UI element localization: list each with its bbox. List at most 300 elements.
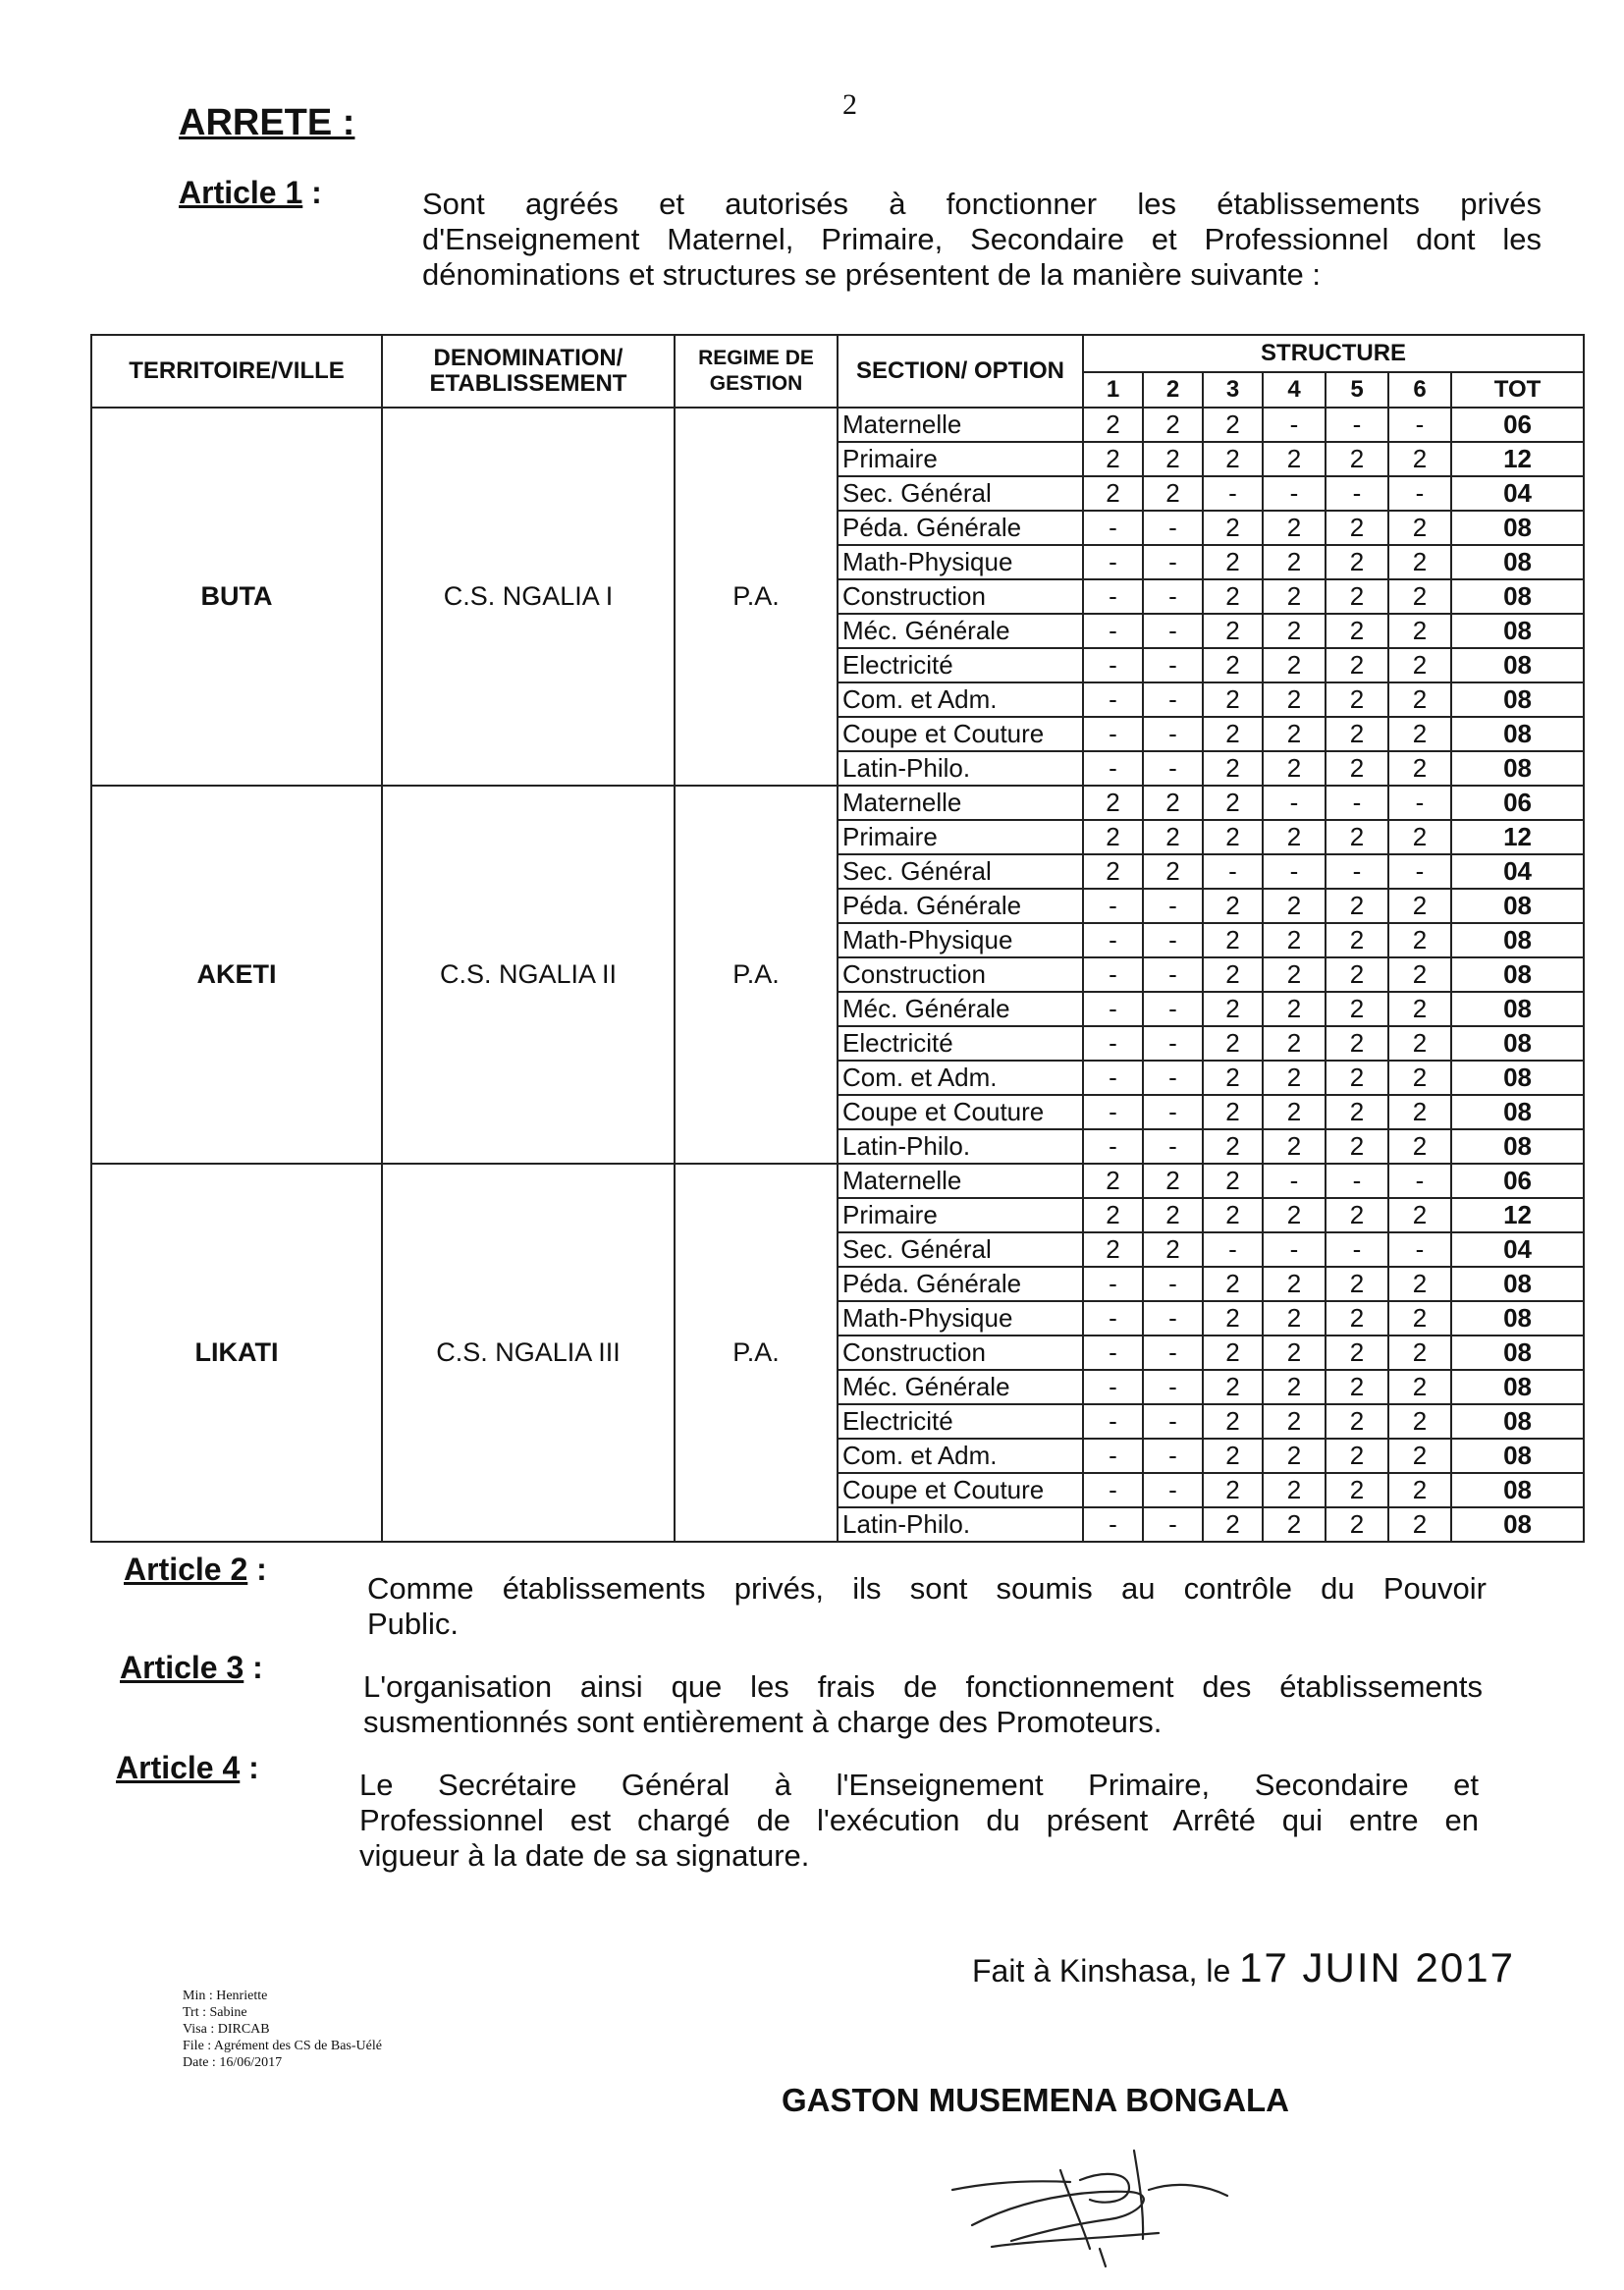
structure-cell-1: - [1083, 957, 1143, 992]
structure-cell-4: 2 [1263, 511, 1326, 545]
structure-cell-3: 2 [1203, 1164, 1263, 1198]
handwritten-signature [933, 2131, 1267, 2278]
section-cell: Sec. Général [838, 854, 1083, 889]
structure-cell-4: 2 [1263, 1095, 1326, 1129]
structure-cell-5: 2 [1326, 1336, 1388, 1370]
total-cell: 08 [1451, 614, 1584, 648]
section-cell: Com. et Adm. [838, 1061, 1083, 1095]
structure-cell-2: - [1143, 1404, 1203, 1439]
structure-cell-2: - [1143, 1267, 1203, 1301]
total-cell: 08 [1451, 1095, 1584, 1129]
article-2-line: Comme établissements privés, ils sont soumis au contrôle du Pouvoir [367, 1571, 1487, 1606]
header-col-6: 6 [1388, 372, 1451, 408]
structure-cell-2: - [1143, 1473, 1203, 1507]
structure-cell-2: - [1143, 1129, 1203, 1164]
structure-cell-1: - [1083, 923, 1143, 957]
section-cell: Primaire [838, 820, 1083, 854]
section-cell: Méc. Générale [838, 1370, 1083, 1404]
section-cell: Latin-Philo. [838, 751, 1083, 786]
structure-cell-1: 2 [1083, 476, 1143, 511]
article-1-line: d'Enseignement Maternel, Primaire, Secondaire et Professionnel dont les [422, 222, 1542, 256]
structure-cell-4: - [1263, 854, 1326, 889]
structure-cell-2: 2 [1143, 1198, 1203, 1232]
header-territoire: TERRITOIRE/VILLE [91, 335, 382, 408]
structure-cell-3: 2 [1203, 992, 1263, 1026]
structure-cell-6: 2 [1388, 1061, 1451, 1095]
structure-cell-6: 2 [1388, 1026, 1451, 1061]
structure-cell-5: 2 [1326, 1473, 1388, 1507]
structure-cell-4: 2 [1263, 1061, 1326, 1095]
structure-cell-2: - [1143, 1507, 1203, 1542]
structure-cell-1: - [1083, 682, 1143, 717]
structure-cell-6: - [1388, 1232, 1451, 1267]
structure-cell-3: 2 [1203, 545, 1263, 579]
structure-cell-4: - [1263, 1164, 1326, 1198]
etablissement-cell: C.S. NGALIA II [382, 786, 675, 1164]
etablissement-cell: C.S. NGALIA I [382, 408, 675, 786]
section-cell: Math-Physique [838, 923, 1083, 957]
section-cell: Com. et Adm. [838, 682, 1083, 717]
regime-cell: P.A. [675, 786, 838, 1164]
section-cell: Construction [838, 579, 1083, 614]
signatory-name: GASTON MUSEMENA BONGALA [782, 2082, 1290, 2118]
section-cell: Méc. Générale [838, 614, 1083, 648]
section-cell: Latin-Philo. [838, 1507, 1083, 1542]
structure-cell-3: 2 [1203, 1301, 1263, 1336]
structure-cell-5: - [1326, 1164, 1388, 1198]
structure-cell-6: 2 [1388, 545, 1451, 579]
structure-cell-2: - [1143, 1095, 1203, 1129]
section-cell: Maternelle [838, 786, 1083, 820]
structure-cell-3: 2 [1203, 648, 1263, 682]
article-2-label-text: Article 2 [124, 1552, 248, 1587]
structure-cell-3: 2 [1203, 1370, 1263, 1404]
article-2-text [367, 1571, 1487, 1642]
structure-cell-1: 2 [1083, 442, 1143, 476]
section-cell: Latin-Philo. [838, 1129, 1083, 1164]
structure-cell-2: - [1143, 992, 1203, 1026]
structure-cell-6: 2 [1388, 992, 1451, 1026]
article-1-line: dénominations et structures se présentent de la manière suivante : [422, 257, 1322, 292]
structure-cell-6: 2 [1388, 1439, 1451, 1473]
structure-cell-2: - [1143, 648, 1203, 682]
table-row [91, 1164, 1584, 1198]
structure-cell-5: 2 [1326, 545, 1388, 579]
structure-cell-4: - [1263, 1232, 1326, 1267]
structure-cell-5: 2 [1326, 442, 1388, 476]
structure-cell-3: 2 [1203, 614, 1263, 648]
total-cell: 06 [1451, 1164, 1584, 1198]
structure-cell-3: 2 [1203, 786, 1263, 820]
total-cell: 08 [1451, 1404, 1584, 1439]
article-3-line: susmentionnés sont entièrement à charge des Promoteurs. [363, 1705, 1163, 1739]
table-row [91, 786, 1584, 820]
structure-cell-1: - [1083, 1404, 1143, 1439]
structure-cell-5: 2 [1326, 957, 1388, 992]
section-cell: Sec. Général [838, 476, 1083, 511]
total-cell: 08 [1451, 648, 1584, 682]
structure-cell-6: 2 [1388, 1198, 1451, 1232]
structure-cell-5: 2 [1326, 1129, 1388, 1164]
structure-cell-5: - [1326, 408, 1388, 442]
section-cell: Maternelle [838, 408, 1083, 442]
section-cell: Math-Physique [838, 545, 1083, 579]
structure-cell-1: - [1083, 751, 1143, 786]
structure-cell-4: 2 [1263, 923, 1326, 957]
total-cell: 08 [1451, 1336, 1584, 1370]
structure-cell-3: 2 [1203, 1026, 1263, 1061]
structure-cell-4: 2 [1263, 1336, 1326, 1370]
total-cell: 08 [1451, 579, 1584, 614]
structure-cell-1: - [1083, 1267, 1143, 1301]
structure-cell-1: - [1083, 889, 1143, 923]
structure-cell-6: 2 [1388, 1301, 1451, 1336]
structure-cell-6: 2 [1388, 923, 1451, 957]
structure-cell-1: - [1083, 992, 1143, 1026]
total-cell: 08 [1451, 1439, 1584, 1473]
structure-cell-3: 2 [1203, 717, 1263, 751]
structure-table [90, 334, 1585, 1543]
header-col-tot: TOT [1451, 372, 1584, 408]
total-cell: 08 [1451, 1370, 1584, 1404]
structure-cell-3: 2 [1203, 1336, 1263, 1370]
section-cell: Math-Physique [838, 1301, 1083, 1336]
structure-cell-3: 2 [1203, 1267, 1263, 1301]
structure-cell-2: 2 [1143, 820, 1203, 854]
structure-cell-6: 2 [1388, 614, 1451, 648]
section-cell: Péda. Générale [838, 889, 1083, 923]
structure-cell-5: 2 [1326, 1267, 1388, 1301]
structure-cell-6: 2 [1388, 717, 1451, 751]
structure-cell-4: 2 [1263, 820, 1326, 854]
structure-cell-2: - [1143, 957, 1203, 992]
structure-cell-1: - [1083, 1026, 1143, 1061]
header-col-5: 5 [1326, 372, 1388, 408]
structure-cell-4: 2 [1263, 682, 1326, 717]
structure-cell-3: 2 [1203, 1473, 1263, 1507]
structure-cell-3: 2 [1203, 1404, 1263, 1439]
structure-cell-6: 2 [1388, 1473, 1451, 1507]
structure-cell-3: 2 [1203, 957, 1263, 992]
structure-cell-6: 2 [1388, 682, 1451, 717]
structure-cell-1: - [1083, 1439, 1143, 1473]
section-cell: Primaire [838, 442, 1083, 476]
etablissement-cell: C.S. NGALIA III [382, 1164, 675, 1542]
header-structure: STRUCTURE [1083, 335, 1584, 372]
structure-cell-1: 2 [1083, 1232, 1143, 1267]
structure-cell-4: 2 [1263, 751, 1326, 786]
structure-cell-4: 2 [1263, 957, 1326, 992]
structure-cell-1: 2 [1083, 820, 1143, 854]
structure-cell-3: 2 [1203, 751, 1263, 786]
section-cell: Coupe et Couture [838, 1473, 1083, 1507]
structure-cell-1: - [1083, 1473, 1143, 1507]
structure-cell-6: 2 [1388, 1370, 1451, 1404]
structure-cell-2: - [1143, 579, 1203, 614]
structure-cell-4: 2 [1263, 545, 1326, 579]
structure-cell-5: - [1326, 476, 1388, 511]
regime-cell: P.A. [675, 408, 838, 786]
structure-cell-2: - [1143, 751, 1203, 786]
header-col-4: 4 [1263, 372, 1326, 408]
total-cell: 08 [1451, 751, 1584, 786]
structure-cell-6: 2 [1388, 957, 1451, 992]
total-cell: 12 [1451, 442, 1584, 476]
structure-cell-6: - [1388, 476, 1451, 511]
structure-cell-4: 2 [1263, 1301, 1326, 1336]
structure-cell-5: 2 [1326, 1370, 1388, 1404]
structure-cell-5: 2 [1326, 889, 1388, 923]
initials-line: Min : Henriette [183, 1989, 268, 2003]
structure-cell-4: - [1263, 408, 1326, 442]
article-1-line: Sont agréés et autorisés à fonctionner les établissements privés [422, 187, 1542, 221]
article-2-label: Article 2 : [124, 1552, 267, 1587]
article-4-line: Le Secrétaire Général à l'Enseignement Primaire, Secondaire et [359, 1768, 1479, 1802]
structure-cell-6: - [1388, 786, 1451, 820]
section-cell: Maternelle [838, 1164, 1083, 1198]
structure-cell-6: 2 [1388, 1507, 1451, 1542]
regime-cell: P.A. [675, 1164, 838, 1542]
structure-cell-4: 2 [1263, 1507, 1326, 1542]
structure-cell-3: - [1203, 1232, 1263, 1267]
structure-cell-3: 2 [1203, 1439, 1263, 1473]
structure-cell-3: 2 [1203, 1061, 1263, 1095]
structure-cell-5: - [1326, 854, 1388, 889]
structure-cell-2: - [1143, 682, 1203, 717]
structure-cell-2: 2 [1143, 786, 1203, 820]
structure-cell-4: 2 [1263, 1370, 1326, 1404]
territoire-cell: BUTA [91, 408, 382, 786]
total-cell: 04 [1451, 476, 1584, 511]
structure-cell-6: 2 [1388, 1095, 1451, 1129]
article-3-label-text: Article 3 [120, 1650, 244, 1685]
structure-cell-1: - [1083, 545, 1143, 579]
structure-cell-5: 2 [1326, 682, 1388, 717]
structure-cell-3: 2 [1203, 820, 1263, 854]
structure-cell-6: - [1388, 1164, 1451, 1198]
section-cell: Primaire [838, 1198, 1083, 1232]
structure-cell-5: 2 [1326, 511, 1388, 545]
structure-cell-5: 2 [1326, 579, 1388, 614]
section-cell: Construction [838, 1336, 1083, 1370]
structure-cell-1: 2 [1083, 786, 1143, 820]
structure-cell-6: - [1388, 854, 1451, 889]
structure-cell-5: 2 [1326, 992, 1388, 1026]
section-cell: Méc. Générale [838, 992, 1083, 1026]
structure-cell-3: 2 [1203, 579, 1263, 614]
structure-cell-1: - [1083, 614, 1143, 648]
structure-table-body [91, 408, 1584, 1542]
section-cell: Coupe et Couture [838, 1095, 1083, 1129]
article-4-label-text: Article 4 [116, 1750, 241, 1785]
total-cell: 08 [1451, 1129, 1584, 1164]
total-cell: 04 [1451, 854, 1584, 889]
structure-cell-5: 2 [1326, 1061, 1388, 1095]
structure-cell-5: 2 [1326, 751, 1388, 786]
structure-cell-2: - [1143, 717, 1203, 751]
structure-cell-2: - [1143, 1439, 1203, 1473]
section-cell: Electricité [838, 648, 1083, 682]
section-cell: Péda. Générale [838, 511, 1083, 545]
structure-cell-1: - [1083, 1061, 1143, 1095]
structure-cell-5: 2 [1326, 1026, 1388, 1061]
total-cell: 08 [1451, 1026, 1584, 1061]
structure-cell-4: 2 [1263, 1026, 1326, 1061]
initials-line: Trt : Sabine [183, 2005, 247, 2020]
structure-cell-3: 2 [1203, 442, 1263, 476]
structure-cell-5: 2 [1326, 1507, 1388, 1542]
structure-cell-6: 2 [1388, 820, 1451, 854]
structure-cell-5: 2 [1326, 1301, 1388, 1336]
article-3-label: Article 3 : [120, 1650, 263, 1685]
structure-cell-4: 2 [1263, 992, 1326, 1026]
structure-cell-3: 2 [1203, 1129, 1263, 1164]
total-cell: 08 [1451, 957, 1584, 992]
structure-cell-4: 2 [1263, 1267, 1326, 1301]
structure-cell-1: - [1083, 1370, 1143, 1404]
structure-cell-2: - [1143, 545, 1203, 579]
arrete-heading: ARRETE : [179, 102, 355, 143]
structure-cell-1: - [1083, 1129, 1143, 1164]
section-cell: Com. et Adm. [838, 1439, 1083, 1473]
article-3-text [363, 1669, 1483, 1740]
total-cell: 08 [1451, 1507, 1584, 1542]
structure-cell-4: 2 [1263, 648, 1326, 682]
total-cell: 08 [1451, 511, 1584, 545]
article-4-label: Article 4 : [116, 1750, 259, 1785]
structure-cell-3: 2 [1203, 408, 1263, 442]
structure-cell-2: 2 [1143, 1164, 1203, 1198]
territoire-cell: AKETI [91, 786, 382, 1164]
structure-cell-1: - [1083, 1336, 1143, 1370]
header-col-1: 1 [1083, 372, 1143, 408]
structure-cell-1: - [1083, 1301, 1143, 1336]
structure-cell-5: 2 [1326, 820, 1388, 854]
structure-cell-5: 2 [1326, 1095, 1388, 1129]
article-1-text [422, 187, 1542, 293]
initials-line: File : Agrément des CS de Bas-Uélé [183, 2039, 382, 2053]
structure-cell-3: 2 [1203, 1198, 1263, 1232]
structure-cell-5: 2 [1326, 648, 1388, 682]
section-cell: Coupe et Couture [838, 717, 1083, 751]
structure-cell-4: 2 [1263, 717, 1326, 751]
structure-cell-5: 2 [1326, 717, 1388, 751]
article-4-text [359, 1768, 1479, 1874]
structure-cell-4: 2 [1263, 1473, 1326, 1507]
header-regime: REGIME DE GESTION [675, 335, 838, 408]
section-cell: Electricité [838, 1404, 1083, 1439]
structure-cell-2: - [1143, 1301, 1203, 1336]
structure-cell-1: - [1083, 1095, 1143, 1129]
structure-cell-3: 2 [1203, 1095, 1263, 1129]
signature-date: 17 JUIN 2017 [1239, 1944, 1515, 1990]
total-cell: 08 [1451, 923, 1584, 957]
section-cell: Construction [838, 957, 1083, 992]
structure-cell-5: - [1326, 786, 1388, 820]
place-and-date [972, 1944, 1515, 1991]
structure-cell-6: 2 [1388, 1336, 1451, 1370]
structure-cell-2: - [1143, 511, 1203, 545]
structure-cell-3: 2 [1203, 923, 1263, 957]
structure-cell-5: 2 [1326, 923, 1388, 957]
article-3-line: L'organisation ainsi que les frais de fonctionnement des établissements [363, 1669, 1483, 1704]
total-cell: 08 [1451, 889, 1584, 923]
page-number: 2 [842, 88, 857, 121]
structure-cell-3: - [1203, 476, 1263, 511]
structure-cell-4: - [1263, 786, 1326, 820]
structure-cell-4: 2 [1263, 1404, 1326, 1439]
structure-cell-3: 2 [1203, 1507, 1263, 1542]
section-cell: Sec. Général [838, 1232, 1083, 1267]
structure-cell-1: 2 [1083, 1198, 1143, 1232]
total-cell: 08 [1451, 717, 1584, 751]
structure-cell-6: 2 [1388, 579, 1451, 614]
structure-cell-6: 2 [1388, 1267, 1451, 1301]
structure-cell-3: - [1203, 854, 1263, 889]
structure-cell-4: - [1263, 476, 1326, 511]
section-cell: Péda. Générale [838, 1267, 1083, 1301]
structure-cell-6: 2 [1388, 511, 1451, 545]
structure-cell-5: 2 [1326, 614, 1388, 648]
total-cell: 12 [1451, 1198, 1584, 1232]
structure-cell-3: 2 [1203, 682, 1263, 717]
structure-cell-4: 2 [1263, 889, 1326, 923]
structure-cell-2: 2 [1143, 476, 1203, 511]
structure-cell-1: - [1083, 1507, 1143, 1542]
total-cell: 08 [1451, 1301, 1584, 1336]
structure-cell-1: 2 [1083, 854, 1143, 889]
header-section: SECTION/ OPTION [838, 335, 1083, 408]
header-denomination: DENOMINATION/ ETABLISSEMENT [382, 335, 675, 408]
territoire-cell: LIKATI [91, 1164, 382, 1542]
place-text: Fait à Kinshasa, le [972, 1953, 1231, 1989]
structure-cell-3: 2 [1203, 511, 1263, 545]
structure-cell-4: 2 [1263, 1198, 1326, 1232]
article-2-line: Public. [367, 1607, 460, 1641]
section-cell: Electricité [838, 1026, 1083, 1061]
structure-cell-4: 2 [1263, 1439, 1326, 1473]
structure-cell-3: 2 [1203, 889, 1263, 923]
structure-cell-1: - [1083, 511, 1143, 545]
structure-cell-6: - [1388, 408, 1451, 442]
structure-cell-1: 2 [1083, 408, 1143, 442]
structure-cell-2: - [1143, 1336, 1203, 1370]
article-1-label-text: Article 1 [179, 175, 303, 210]
structure-cell-6: 2 [1388, 889, 1451, 923]
article-1-label: Article 1 : [179, 175, 322, 210]
structure-cell-2: 2 [1143, 854, 1203, 889]
structure-cell-5: 2 [1326, 1404, 1388, 1439]
total-cell: 06 [1451, 786, 1584, 820]
structure-cell-6: 2 [1388, 1129, 1451, 1164]
structure-cell-6: 2 [1388, 648, 1451, 682]
structure-cell-2: - [1143, 1370, 1203, 1404]
initials-line: Date : 16/06/2017 [183, 2055, 283, 2070]
structure-cell-1: - [1083, 579, 1143, 614]
total-cell: 08 [1451, 1267, 1584, 1301]
article-4-line: Professionnel est chargé de l'exécution du présent Arrêté qui entre en [359, 1803, 1479, 1837]
total-cell: 08 [1451, 682, 1584, 717]
total-cell: 08 [1451, 545, 1584, 579]
article-4-line: vigueur à la date de sa signature. [359, 1838, 810, 1873]
structure-cell-4: 2 [1263, 442, 1326, 476]
structure-cell-1: - [1083, 717, 1143, 751]
structure-cell-2: 2 [1143, 408, 1203, 442]
initials-line: Visa : DIRCAB [183, 2022, 270, 2037]
structure-cell-6: 2 [1388, 1404, 1451, 1439]
structure-cell-2: - [1143, 1026, 1203, 1061]
structure-cell-4: 2 [1263, 614, 1326, 648]
